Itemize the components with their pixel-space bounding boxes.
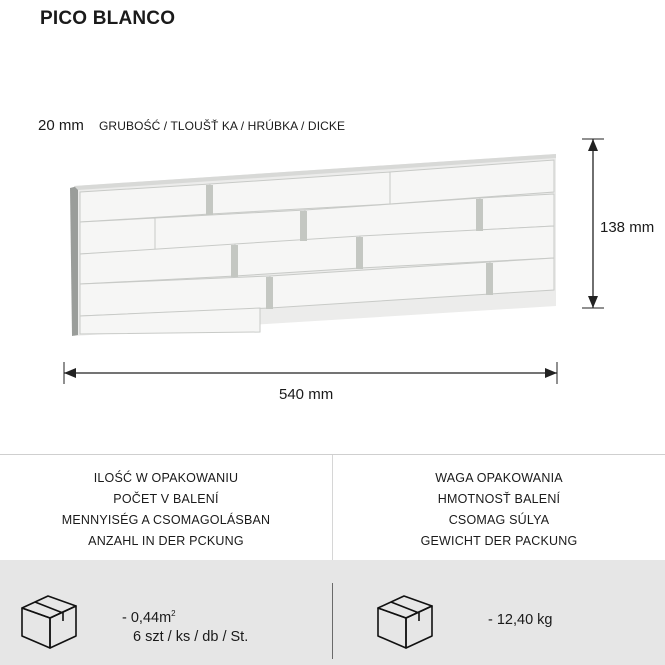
package-box-icon: [374, 590, 436, 652]
weight-label-hu: CSOMAG SÚLYA: [448, 513, 550, 527]
height-label: 138 mm: [600, 219, 655, 236]
quantity-label-hu: MENNYISÉG A CSOMAGOLÁSBAN: [61, 513, 271, 527]
width-dimension-arrow: [60, 360, 562, 388]
quantity-labels: [0, 468, 332, 552]
quantity-label-pl: ILOŚĆ W OPAKOWANIU: [93, 471, 239, 485]
thickness-value: 20 mm: [38, 117, 84, 134]
thickness-label: GRUBOŚĆ / TLOUŠŤ KA / HRÚBKA / DICKE: [99, 119, 346, 133]
stone-panel-image: [60, 130, 600, 380]
band-divider: [332, 583, 333, 659]
area-value: - $0,44m^2$: [122, 609, 176, 626]
quantity-values: [122, 604, 248, 647]
product-title: PICO BLANCO: [40, 8, 176, 29]
weight-label-cz: HMOTNOSŤ BALENÍ: [437, 492, 561, 506]
width-label: 540 mm: [279, 386, 334, 403]
quantity-label-de: ANZAHL IN DER PCKUNG: [88, 534, 244, 548]
weight-labels: [333, 468, 665, 552]
weight-value: - 12,40 kg: [488, 612, 553, 628]
quantity-label-cz: POČET V BALENÍ: [113, 492, 219, 506]
weight-label-pl: WAGA OPAKOWANIA: [435, 471, 563, 485]
weight-label-de: GEWICHT DER PACKUNG: [420, 534, 578, 548]
area-unit-superscript: 2: [171, 609, 176, 618]
pieces-value: 6 szt / ks / db / St.: [133, 628, 249, 645]
package-box-icon: [18, 590, 80, 652]
